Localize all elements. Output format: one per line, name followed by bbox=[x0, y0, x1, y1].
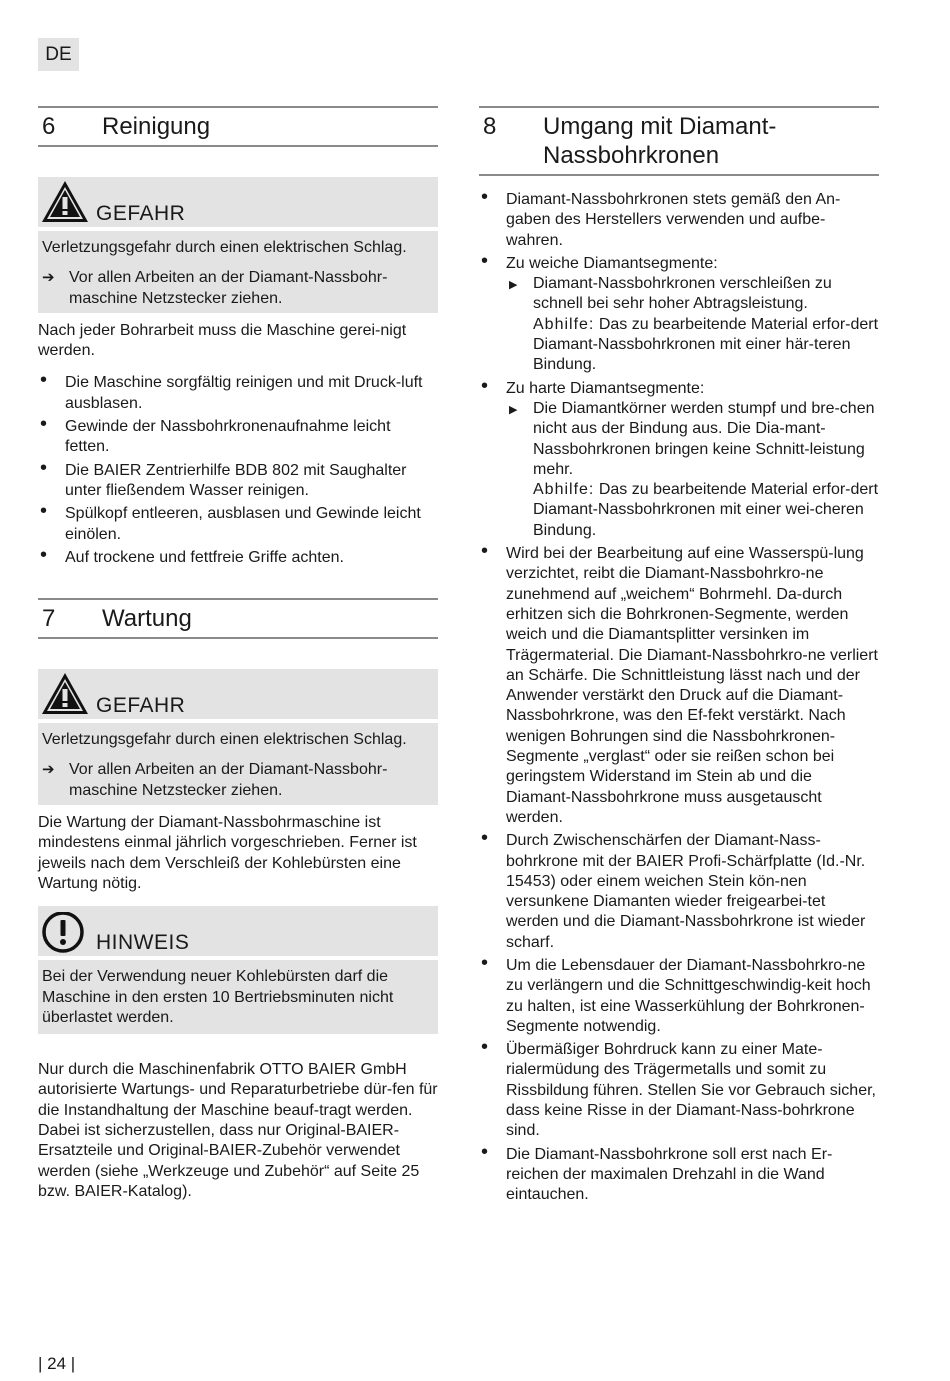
danger-header bbox=[38, 177, 438, 227]
section-number: 6 bbox=[42, 113, 56, 140]
danger-header bbox=[38, 669, 438, 719]
section-number: 7 bbox=[42, 605, 56, 633]
maintenance-paragraph: Die Wartung der Diamant-Nassbohrmaschine ist mindestens einmal jährlich vorgeschrieben. Ferner ist jeweils nach dem Verschleiß der Kohlebürsten eine Wartung nötig. bbox=[38, 814, 417, 892]
remedy-label: Abhilfe: bbox=[533, 481, 595, 499]
list-item-text: Die BAIER Zentrierhilfe BDB 802 mit Saughalter unter fließendem Wasser reinigen. bbox=[65, 461, 407, 499]
bullet-icon: • bbox=[40, 369, 48, 392]
section-title: Umgang mit Diamant-Nassbohrkronen bbox=[543, 113, 777, 169]
bullet-icon: • bbox=[481, 540, 489, 563]
notice-header bbox=[38, 906, 438, 956]
danger-text: Verletzungsgefahr durch einen elektrischen Schlag. bbox=[42, 731, 407, 749]
danger-text: Verletzungsgefahr durch einen elektrischen Schlag. bbox=[42, 239, 407, 256]
list-item-text: Auf trockene und fettfreie Griffe achten. bbox=[65, 548, 344, 566]
remedy-text: Das zu bearbeitende Material erfor-dert Diamant-Nassbohrkronen mit einer här-teren Bindung. bbox=[533, 315, 879, 374]
list-item bbox=[38, 456, 438, 502]
list-item-text: Durch Zwischenschärfen der Diamant-Nass-bohrkrone mit der BAIER Profi-Schärfplatte (Id.-Nr. 15453) oder einem weichen Stein kön-nen versunkene Diamanten wieder freigearbei-tet werden und die Diamant-Nassbohrkrone ist wieder scharf. bbox=[506, 832, 866, 951]
list-item-text: Übermäßiger Bohrdruck kann zu einer Mate-rialermüdung des Trägermetalls und somit zu Rissbildung führen. Stellen Sie vor Gebrauch sicher, dass keine Risse in der Diamant-Nass-bohrkrone sind. bbox=[506, 1041, 876, 1140]
section-number: 8 bbox=[483, 113, 497, 140]
cleaning-list bbox=[38, 369, 438, 568]
exclamation-circle-icon bbox=[41, 912, 85, 956]
list-item bbox=[38, 369, 438, 414]
danger-action-text: Vor allen Arbeiten an der Diamant-Nassbohr-maschine Netzstecker ziehen. bbox=[69, 761, 388, 799]
left-column bbox=[38, 106, 438, 1202]
list-item bbox=[479, 951, 879, 1037]
danger-body bbox=[38, 723, 438, 805]
bullet-icon: • bbox=[481, 1140, 489, 1163]
danger-action-text: Vor allen Arbeiten an der Diamant-Nassbohr-maschine Netzstecker ziehen. bbox=[69, 269, 388, 307]
bullet-icon: • bbox=[481, 186, 489, 208]
bullet-icon: • bbox=[40, 500, 48, 523]
section-6-heading bbox=[38, 106, 438, 147]
bullet-icon: • bbox=[40, 543, 48, 566]
list-item-text: Die Diamant-Nassbohrkrone soll erst nach Er-reichen der maximalen Drehzahl in die Wand eintauchen. bbox=[506, 1145, 833, 1204]
sub-item bbox=[506, 399, 879, 541]
hazard-triangle-icon bbox=[40, 671, 90, 716]
remedy-text: Das zu bearbeitende Material erfor-dert Diamant-Nassbohrkronen mit einer wei-cheren Bindung. bbox=[533, 481, 879, 539]
list-item-text: Gewinde der Nassbohrkronenaufnahme leicht fetten. bbox=[65, 418, 391, 456]
cleaning-intro: Nach jeder Bohrarbeit muss die Maschine gerei-nigt werden. bbox=[38, 321, 407, 360]
triangle-right-icon: ▶ bbox=[509, 279, 518, 292]
list-item-text: Die Maschine sorgfältig reinigen und mit Druck-luft ausblasen. bbox=[65, 374, 423, 412]
section-8-heading bbox=[479, 106, 879, 176]
signal-word: GEFAHR bbox=[96, 694, 186, 718]
sub-item bbox=[506, 274, 879, 375]
notice-body bbox=[38, 960, 438, 1034]
danger-action bbox=[42, 268, 434, 309]
triangle-right-icon: ▶ bbox=[509, 403, 518, 416]
section-7-heading bbox=[38, 598, 438, 639]
list-item bbox=[479, 186, 879, 251]
sub-item-text: Diamant-Nassbohrkronen verschleißen zu schnell bei sehr hoher Abtragsleistung. bbox=[533, 275, 832, 313]
list-item bbox=[38, 413, 438, 458]
danger-action bbox=[42, 760, 434, 801]
list-item-text: Spülkopf entleeren, ausblasen und Gewinde leicht einölen. bbox=[65, 505, 421, 543]
bullet-icon: • bbox=[481, 249, 489, 272]
arrow-right-icon: ➔ bbox=[42, 269, 55, 287]
list-item-text: Um die Lebensdauer der Diamant-Nassbohrkro-ne zu verlängern und die Schnittgeschwindig-keit hoch zu halten, ist eine Wasserkühlung der Bohrkronen-Segmente notwendig. bbox=[506, 956, 871, 1035]
bullet-icon: • bbox=[481, 827, 489, 850]
list-item-text: Zu weiche Diamantsegmente: bbox=[506, 254, 718, 272]
section-title: Wartung bbox=[102, 605, 192, 633]
bullet-icon: • bbox=[40, 456, 48, 479]
list-item bbox=[479, 374, 879, 541]
hazard-triangle-icon bbox=[40, 179, 90, 224]
list-item bbox=[479, 249, 879, 376]
list-item bbox=[38, 543, 438, 568]
list-item bbox=[479, 1036, 879, 1141]
language-badge: DE bbox=[38, 38, 79, 71]
sub-item-text: Die Diamantkörner werden stumpf und bre-chen nicht aus der Bindung aus. Die Dia-mant-Nassbohrkronen bringen keine Schnitt-leistung mehr. bbox=[533, 399, 875, 478]
list-item-text: Wird bei der Bearbeitung auf eine Wasserspü-lung verzichtet, reibt die Diamant-Nassbohrkro-ne zunehmend auf „weichem“ Bohrmehl. Da-durch erhitzen sich die Bohrkronen-Segmente, werden weich und die Diamantsplitter versinken im Trägermaterial. Die Diamant-Nassbohrkro-ne verliert an Schärfe. Die Schnittleistung lässt nach und der Anwender verstärkt den Druck auf die Diamant-Nassbohrkrone, was den Ef-fekt verstärkt. Nach wenigen Bohrungen sind die Nassbohrkronen-Segmente „verglast“ oder sie reißen schon bei geringstem Widerstand im Stein ab und die Diamant-Nassbohrkrone muss ausgetauscht werden. bbox=[506, 545, 878, 826]
arrow-right-icon: ➔ bbox=[42, 761, 55, 779]
bullet-icon: • bbox=[40, 413, 48, 436]
remedy-label: Abhilfe: bbox=[533, 315, 595, 333]
list-item bbox=[479, 540, 879, 828]
bullet-icon: • bbox=[481, 374, 489, 397]
list-item-text: Zu harte Diamantsegmente: bbox=[506, 379, 705, 397]
notice-text: Bei der Verwendung neuer Kohlebürsten darf die Maschine in den ersten 10 Bertriebsminuten nicht überlastet werden. bbox=[42, 968, 394, 1026]
list-item bbox=[479, 827, 879, 953]
diamond-core-list bbox=[479, 186, 879, 1206]
bullet-icon: • bbox=[481, 1036, 489, 1059]
danger-body bbox=[38, 231, 438, 313]
section-title: Reinigung bbox=[102, 113, 211, 140]
signal-word: HINWEIS bbox=[96, 931, 190, 955]
service-paragraph: Nur durch die Maschinenfabrik OTTO BAIER GmbH autorisierte Wartungs- und Reparaturbetriebe dür-fen für die Instandhaltung der Maschine beauf-tragt werden. Dabei ist sicherzustellen, dass nur Original-BAIER-Ersatzteile und Original-BAIER-Zubehör verwendet werden (siehe „Werkzeuge und Zubehör“ auf Seite 25 bzw. BAIER-Katalog). bbox=[38, 1061, 438, 1200]
right-column bbox=[479, 106, 879, 1209]
list-item bbox=[38, 500, 438, 545]
signal-word: GEFAHR bbox=[96, 202, 186, 225]
list-item bbox=[479, 1140, 879, 1206]
list-item-text: Diamant-Nassbohrkronen stets gemäß den An-gaben des Herstellers verwenden und aufbe-wahren. bbox=[506, 191, 841, 249]
page-number: | 24 | bbox=[38, 1354, 76, 1373]
bullet-icon: • bbox=[481, 951, 489, 974]
